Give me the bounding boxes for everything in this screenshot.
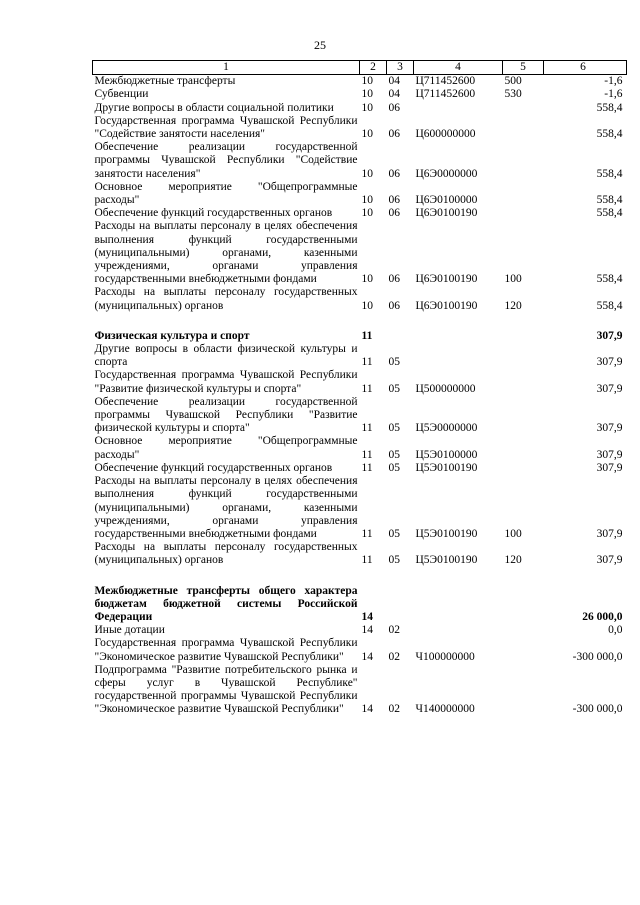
- spacer-row: [93, 568, 627, 585]
- row-col-2: 10: [361, 194, 373, 207]
- row-col-3: 05: [388, 554, 400, 567]
- row-name: Основное мероприятие "Общепрограммные расходы": [94, 180, 358, 207]
- table-body: [93, 75, 627, 717]
- table-row: [93, 286, 627, 312]
- row-col-6: 558,4: [596, 273, 623, 286]
- row-col-2: 10: [361, 101, 373, 114]
- row-col-5: [503, 624, 544, 637]
- row-col-6: 307,9: [596, 382, 623, 395]
- header-col-2: 2: [360, 61, 387, 75]
- row-col-3: 06: [388, 207, 400, 220]
- row-name: Государственная программа Чувашской Республики "Развитие физической культуры и спорта": [94, 369, 358, 395]
- row-name: Субвенции: [94, 88, 149, 101]
- row-col-2: 10: [361, 128, 373, 141]
- row-col-6: 307,9: [596, 356, 623, 369]
- row-col-3: 04: [388, 75, 400, 88]
- row-col-3: 05: [388, 448, 400, 461]
- row-col-6: -1,6: [604, 75, 623, 88]
- row-col-3: 02: [388, 650, 400, 663]
- row-name: Обеспечение функций государственных органов: [94, 461, 333, 474]
- row-name: Государственная программа Чувашской Республики "Содействие занятости населения": [94, 114, 358, 141]
- row-col-3: 05: [388, 527, 400, 540]
- row-col-5: [503, 115, 544, 141]
- row-col-5: [503, 330, 544, 343]
- row-col-6: 307,9: [596, 554, 623, 567]
- row-name: Иные дотации: [94, 624, 165, 637]
- table-row: [93, 220, 627, 286]
- row-col-3: 06: [388, 167, 400, 180]
- row-col-3: 05: [388, 422, 400, 435]
- row-col-5: [503, 435, 544, 461]
- page-number: 25: [314, 38, 326, 52]
- row-col-6: 558,4: [596, 194, 623, 207]
- row-name: Расходы на выплаты персоналу в целях обеспечения выполнения функций государственными (муниципальными) органами, казенными учреждениями, органами управления государственными внебюджетными фондами: [94, 475, 358, 540]
- table-row: [93, 141, 627, 181]
- row-col-4: Ч140000000: [415, 703, 475, 716]
- table-row: [93, 664, 627, 717]
- row-col-3: 05: [388, 461, 400, 474]
- row-col-5: [503, 207, 544, 220]
- row-col-2: 11: [361, 422, 373, 435]
- header-col-5: 5: [503, 61, 544, 75]
- row-name: Межбюджетные трансферты: [94, 75, 236, 88]
- row-col-5: 500: [504, 75, 522, 88]
- row-col-4: Ц711452600: [415, 88, 476, 101]
- header-col-6: 6: [544, 61, 627, 75]
- row-col-3: 06: [388, 299, 400, 312]
- table-row: [93, 369, 627, 395]
- row-col-2: 11: [361, 356, 373, 369]
- row-col-5: [503, 637, 544, 663]
- row-col-4: [414, 102, 503, 115]
- row-name: Другие вопросы в области социальной политики: [94, 101, 334, 114]
- row-col-3: 04: [388, 88, 400, 101]
- row-col-3: 05: [388, 356, 400, 369]
- row-col-5: 120: [504, 299, 522, 312]
- row-col-5: [503, 664, 544, 717]
- row-col-6: 558,4: [596, 167, 623, 180]
- row-col-2: 14: [361, 703, 373, 716]
- row-col-6: -300 000,0: [572, 703, 623, 716]
- row-col-2: 14: [361, 650, 373, 663]
- row-col-3: 02: [388, 624, 400, 637]
- row-col-5: [503, 585, 544, 625]
- row-col-2: 11: [361, 448, 373, 461]
- row-col-5: [503, 141, 544, 181]
- spacer-row: [93, 313, 627, 330]
- row-col-4: Ц5Э0100000: [415, 448, 478, 461]
- row-col-2: 11: [361, 382, 373, 395]
- row-col-6: 26 000,0: [582, 610, 623, 623]
- row-col-5: [503, 462, 544, 475]
- row-col-4: Ц5Э0100190: [415, 554, 478, 567]
- table-row: [93, 624, 627, 637]
- row-name: Обеспечение функций государственных органов: [94, 207, 333, 220]
- row-col-3: 06: [388, 273, 400, 286]
- row-col-6: 307,9: [596, 422, 623, 435]
- table-row: [93, 475, 627, 541]
- row-col-2: 11: [361, 461, 373, 474]
- row-col-4: Ц5Э0100190: [415, 461, 478, 474]
- section-row: [93, 330, 627, 343]
- table-row: [93, 637, 627, 663]
- row-col-2: 10: [361, 273, 373, 286]
- table-header: [93, 61, 627, 75]
- row-name: Подпрограмма "Развитие потребительского рынка и сферы услуг в Чувашской Республике" государственной программы Чувашской Республики "Экономическое развитие Чувашской Республики": [94, 663, 358, 716]
- row-col-6: -1,6: [604, 88, 623, 101]
- row-col-4: Ц6Э0100190: [415, 273, 478, 286]
- table-row: [93, 115, 627, 141]
- header-col-1: 1: [93, 61, 360, 75]
- row-col-4: Ц6Э0100190: [415, 299, 478, 312]
- row-col-4: Ц711452600: [415, 75, 476, 88]
- row-name: Межбюджетные трансферты общего характера бюджетам бюджетной системы Российской Федерации: [94, 584, 358, 623]
- table-row: [93, 435, 627, 461]
- row-col-2: 11: [361, 527, 373, 540]
- row-col-6: -300 000,0: [572, 650, 623, 663]
- row-col-6: 307,9: [596, 329, 623, 342]
- row-col-3: [387, 585, 414, 625]
- row-col-6: 558,4: [596, 299, 623, 312]
- row-col-4: [414, 624, 503, 637]
- row-col-5: [503, 343, 544, 369]
- row-col-6: 558,4: [596, 101, 623, 114]
- header-col-4: 4: [414, 61, 503, 75]
- row-name: Основное мероприятие "Общепрограммные расходы": [94, 435, 358, 461]
- table-row: [93, 75, 627, 89]
- row-col-2: 11: [361, 554, 373, 567]
- row-col-2: 14: [361, 610, 373, 623]
- row-col-5: [503, 102, 544, 115]
- row-col-3: 06: [388, 194, 400, 207]
- row-col-4: Ц5Э0000000: [415, 422, 478, 435]
- row-col-2: 10: [361, 207, 373, 220]
- section-row: [93, 585, 627, 625]
- row-name: Физическая культура и спорт: [94, 329, 250, 342]
- row-col-6: 307,9: [596, 448, 623, 461]
- budget-table: [92, 60, 627, 717]
- row-col-2: 10: [361, 88, 373, 101]
- header-col-3: 3: [387, 61, 414, 75]
- row-col-4: Ц6Э0100000: [415, 194, 478, 207]
- row-col-3: 05: [388, 382, 400, 395]
- row-col-4: Ц6Э0100190: [415, 207, 478, 220]
- row-col-5: 100: [504, 273, 522, 286]
- row-col-3: 06: [388, 101, 400, 114]
- table-row: [93, 181, 627, 207]
- row-name: Расходы на выплаты персоналу государственных (муниципальных) органов: [94, 286, 358, 312]
- row-name: Обеспечение реализации государственной программы Чувашской Республики "Развитие физической культуры и спорта": [94, 395, 358, 435]
- row-col-3: [387, 330, 414, 343]
- row-col-4: [414, 343, 503, 369]
- row-col-5: [503, 369, 544, 395]
- row-col-6: 558,4: [596, 128, 623, 141]
- row-col-5: 530: [504, 88, 522, 101]
- row-name: Государственная программа Чувашской Республики "Экономическое развитие Чувашской Республики": [94, 637, 358, 663]
- table-row: [93, 88, 627, 101]
- row-col-6: 558,4: [596, 207, 623, 220]
- row-col-4: [414, 330, 503, 343]
- table-row: [93, 102, 627, 115]
- row-col-4: Ц6Э0000000: [415, 167, 478, 180]
- table-row: [93, 462, 627, 475]
- row-col-4: Ц500000000: [415, 382, 476, 395]
- row-col-5: 100: [504, 527, 522, 540]
- row-col-2: 10: [361, 75, 373, 88]
- row-col-6: 307,9: [596, 527, 623, 540]
- row-col-3: 02: [388, 703, 400, 716]
- row-name: Расходы на выплаты персоналу государственных (муниципальных) органов: [94, 541, 358, 567]
- spacer-cell: [93, 568, 627, 585]
- row-name: Другие вопросы в области физической культуры и спорта: [94, 343, 358, 369]
- row-col-5: [503, 396, 544, 436]
- row-col-2: 10: [361, 299, 373, 312]
- row-col-4: [414, 585, 503, 625]
- row-col-2: 10: [361, 167, 373, 180]
- row-name: Обеспечение реализации государственной программы Чувашской Республики "Содействие занятости населения": [94, 141, 358, 180]
- row-col-5: [503, 181, 544, 207]
- row-col-3: 06: [388, 128, 400, 141]
- row-col-6: 307,9: [596, 461, 623, 474]
- row-col-5: 120: [504, 554, 522, 567]
- row-col-6: 0,0: [608, 624, 623, 637]
- row-name: Расходы на выплаты персоналу в целях обеспечения выполнения функций государственными (муниципальными) органами, казенными учреждениями, органами управления государственными внебюджетными фондами: [94, 220, 358, 286]
- row-col-4: Ц5Э0100190: [415, 527, 478, 540]
- table-row: [93, 343, 627, 369]
- table-row: [93, 541, 627, 567]
- table-row: [93, 207, 627, 220]
- table-row: [93, 396, 627, 436]
- row-col-4: Ч100000000: [415, 650, 475, 663]
- row-col-2: 14: [361, 624, 373, 637]
- spacer-cell: [93, 313, 627, 330]
- row-col-4: Ц600000000: [415, 128, 476, 141]
- row-col-2: 11: [361, 329, 373, 342]
